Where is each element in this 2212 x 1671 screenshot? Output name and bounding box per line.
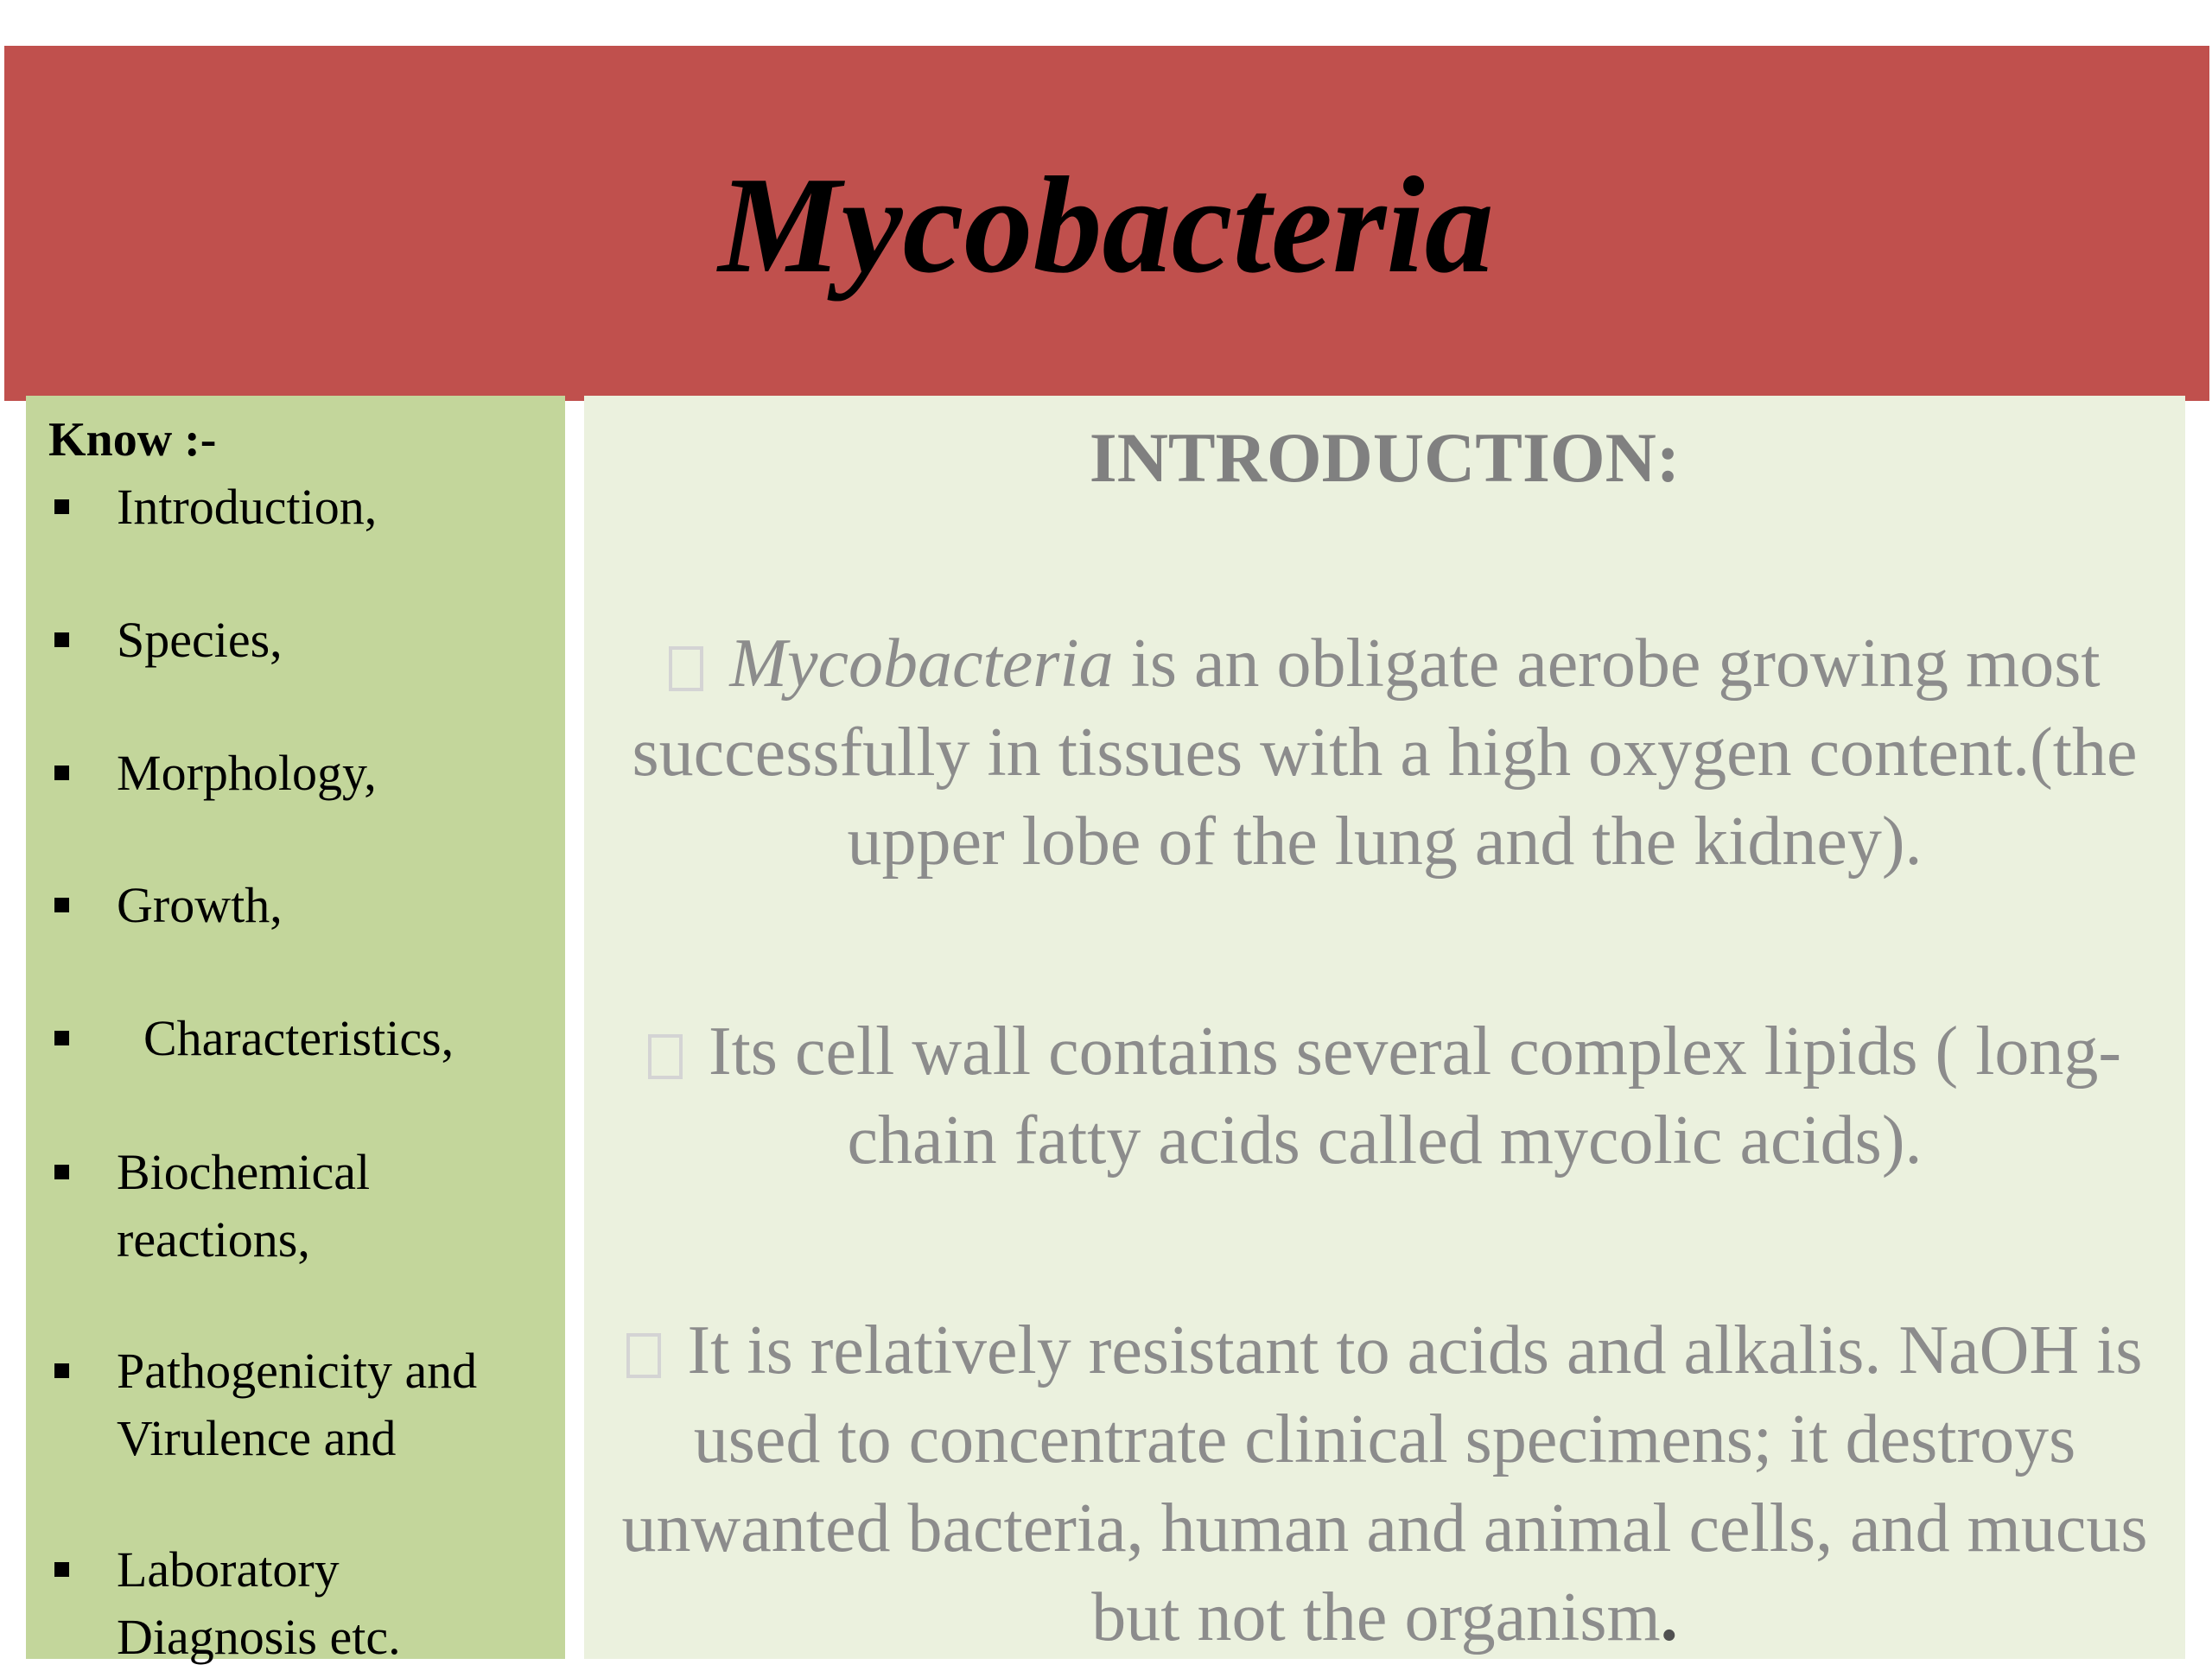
topics-heading: Know :- [48,413,217,467]
square-bullet-icon [54,1031,69,1045]
topic-item-species [48,607,550,674]
paragraph-text: It is relatively resistant to acids and alkalis. NaOH is used to concentrate clinical specimens; it destroys unwanted bacteria, human and animal cells, and mucus but not the organism [621,1312,2148,1655]
intro-paragraph-3 [593,1306,2177,1662]
topic-label: Morphology, [117,745,377,801]
box-bullet-icon [626,1333,661,1378]
topic-label: Species, [117,612,283,668]
square-bullet-icon [54,632,69,647]
square-bullet-icon [54,499,69,514]
paragraph-text: Its cell wall contains several complex lipids ( long-chain fatty acids called mycolic acids). [708,1013,2122,1179]
topic-label: Introduction, [117,479,378,535]
section-heading: INTRODUCTION: [1089,418,1681,497]
topic-item-characteristics [48,1005,550,1072]
square-bullet-icon [54,1562,69,1577]
topic-item-biochemical-reactions [48,1139,550,1274]
italic-term: Mycobacteria [729,626,1114,702]
square-bullet-icon [54,898,69,912]
intro-paragraph-1 [593,619,2177,886]
square-bullet-icon [54,766,69,780]
paragraph-text: is an obligate aerobe growing most successfully in tissues with a high oxygen content.(the upper lobe of the lung and the kidney). [632,626,2138,880]
intro-paragraph-2 [593,1007,2177,1185]
topic-item-growth [48,872,550,939]
topic-label: Growth, [117,877,283,933]
box-bullet-icon [669,646,703,691]
topic-item-introduction [48,473,550,541]
paragraph-end-mark: . [1660,1579,1678,1655]
topic-label: Characteristics, [143,1010,454,1066]
topic-item-pathogenicity [48,1337,550,1472]
topic-item-morphology [48,740,550,807]
topic-label: Biochemical reactions, [117,1144,371,1268]
square-bullet-icon [54,1363,69,1378]
topic-label: Pathogenicity and Virulence and [117,1343,478,1466]
box-bullet-icon [648,1034,683,1079]
topic-item-laboratory-diagnosis [48,1536,550,1671]
slide-title: Mycobacteria [718,148,1494,302]
square-bullet-icon [54,1165,69,1179]
topic-label: Laboratory Diagnosis etc. [117,1541,401,1665]
